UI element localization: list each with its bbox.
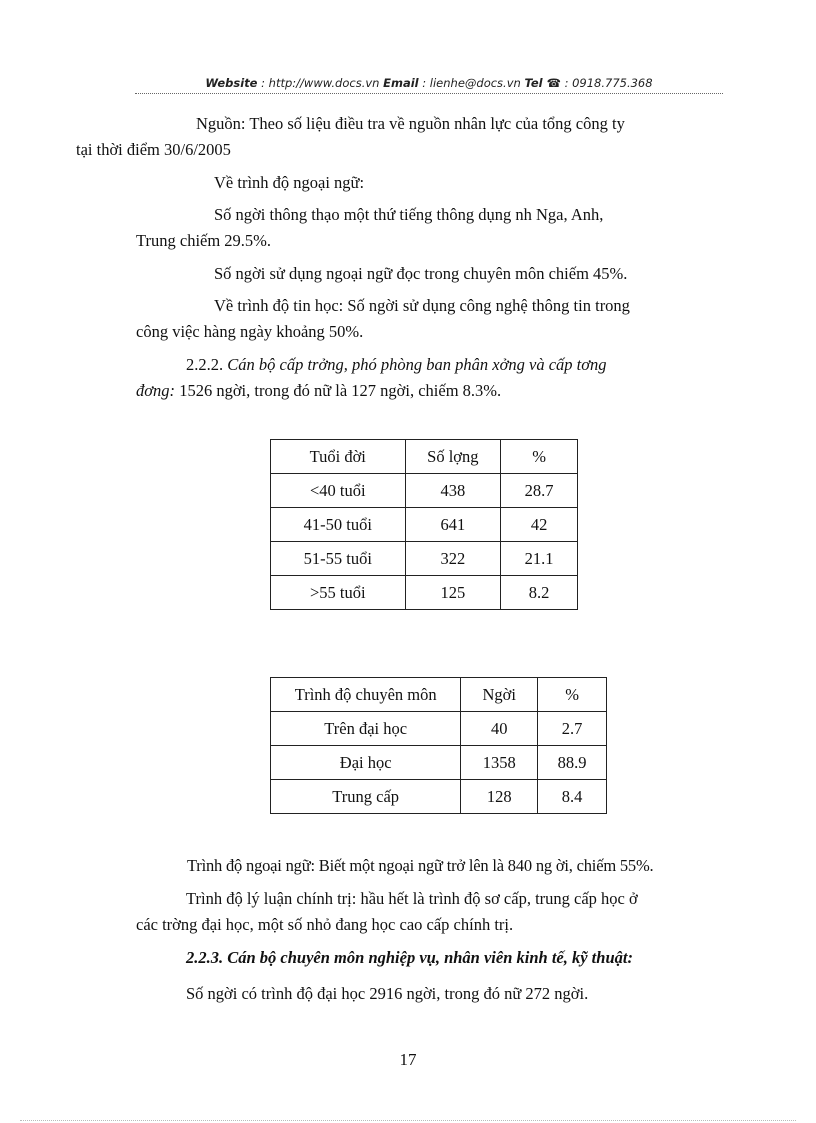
source-line-2: tại thời điểm 30/6/2005 bbox=[76, 140, 231, 159]
page-number: 17 bbox=[399, 1050, 417, 1069]
age-table bbox=[270, 439, 578, 610]
university-staff-paragraph: Số ngời có trình độ đại học 2916 ngời, trong đó nữ 272 ngời. bbox=[186, 984, 589, 1003]
table-row bbox=[271, 508, 578, 542]
reading-paragraph: Số ngời sử dụng ngoại ngữ đọc trong chuyên môn chiếm 45%. bbox=[214, 264, 628, 283]
table-row bbox=[271, 746, 607, 780]
age-table-cell: 438 bbox=[405, 474, 501, 508]
education-table-cell: 40 bbox=[461, 712, 538, 746]
education-table-cell: 88.9 bbox=[538, 746, 607, 780]
email-address: : lienhe@docs.vn bbox=[422, 76, 521, 90]
education-table-cell: 2.7 bbox=[538, 712, 607, 746]
education-table-cell: Trên đại học bbox=[271, 712, 461, 746]
age-table-cell: 641 bbox=[405, 508, 501, 542]
section-2-2-2-title-end: đơng: bbox=[136, 381, 176, 400]
political-line-2: các trờng đại học, một số nhỏ đang học cao cấp chính trị. bbox=[136, 915, 514, 934]
age-table-cell: 125 bbox=[405, 576, 501, 610]
age-table-header-cell: % bbox=[501, 440, 578, 474]
table-row bbox=[271, 780, 607, 814]
education-table-cell: 128 bbox=[461, 780, 538, 814]
source-line-1: Nguồn: Theo số liệu điều tra về nguồn nhân lực của tổng công ty bbox=[196, 114, 625, 133]
age-table-cell: 322 bbox=[405, 542, 501, 576]
footer-divider bbox=[20, 1120, 796, 1121]
page-header bbox=[135, 76, 723, 90]
fluency-paragraph bbox=[136, 202, 724, 254]
it-line-2: công việc hàng ngày khoảng 50%. bbox=[136, 322, 364, 341]
it-line-1: Về trình độ tin học: Số ngời sử dụng công nghệ thông tin trong bbox=[214, 296, 630, 315]
age-table-header-row bbox=[271, 440, 578, 474]
email-label: Email bbox=[383, 76, 419, 90]
education-table-header-cell: % bbox=[538, 678, 607, 712]
section-2-2-2-number: 2.2.2. bbox=[186, 355, 228, 374]
website-url: : http://www.docs.vn bbox=[261, 76, 380, 90]
header-divider bbox=[135, 93, 723, 94]
table-row bbox=[271, 542, 578, 576]
education-table-header-cell: Trình độ chuyên môn bbox=[271, 678, 461, 712]
tel-label: Tel ☎ bbox=[524, 76, 561, 90]
education-table bbox=[270, 677, 607, 814]
age-table-header-cell: Tuổi đời bbox=[271, 440, 406, 474]
language-skill-paragraph: Trình độ ngoại ngữ: Biết một ngoại ngữ trở lên là 840 ng ời, chiếm 55%. bbox=[187, 856, 654, 875]
age-table-cell: 51-55 tuổi bbox=[271, 542, 406, 576]
fluency-line-1: Số ngời thông thạo một thứ tiếng thông dụng nh Nga, Anh, bbox=[214, 205, 604, 224]
section-2-2-2-title: Cán bộ cấp trởng, phó phòng ban phân xởng và cấp tơng bbox=[227, 355, 607, 374]
age-table-cell: <40 tuổi bbox=[271, 474, 406, 508]
section-2-2-3-heading: 2.2.3. Cán bộ chuyên môn nghiệp vụ, nhân viên kinh tế, kỹ thuật: bbox=[186, 948, 633, 967]
source-paragraph bbox=[76, 111, 724, 163]
section-2-2-2-paragraph bbox=[136, 352, 724, 404]
foreign-language-heading: Về trình độ ngoại ngữ: bbox=[214, 173, 365, 192]
education-table-cell: Trung cấp bbox=[271, 780, 461, 814]
tel-number: : 0918.775.368 bbox=[564, 76, 653, 90]
age-table-cell: 28.7 bbox=[501, 474, 578, 508]
education-table-cell: 8.4 bbox=[538, 780, 607, 814]
age-table-cell: 42 bbox=[501, 508, 578, 542]
it-paragraph bbox=[136, 293, 724, 345]
political-theory-paragraph bbox=[136, 886, 724, 938]
table-row bbox=[271, 712, 607, 746]
section-2-2-2-stats: 1526 ngời, trong đó nữ là 127 ngời, chiếm 8.3%. bbox=[175, 381, 502, 400]
education-table-cell: Đại học bbox=[271, 746, 461, 780]
age-table-cell: >55 tuổi bbox=[271, 576, 406, 610]
age-table-header-cell: Số lợng bbox=[405, 440, 501, 474]
table-row bbox=[271, 474, 578, 508]
website-label: Website bbox=[205, 76, 258, 90]
age-table-cell: 41-50 tuổi bbox=[271, 508, 406, 542]
table-row bbox=[271, 576, 578, 610]
education-table-header-cell: Ngời bbox=[461, 678, 538, 712]
age-table-cell: 8.2 bbox=[501, 576, 578, 610]
political-line-1: Trình độ lý luận chính trị: hầu hết là trình độ sơ cấp, trung cấp học ở bbox=[186, 889, 638, 908]
age-table-cell: 21.1 bbox=[501, 542, 578, 576]
education-table-cell: 1358 bbox=[461, 746, 538, 780]
fluency-line-2: Trung chiếm 29.5%. bbox=[136, 231, 272, 250]
education-table-header-row bbox=[271, 678, 607, 712]
